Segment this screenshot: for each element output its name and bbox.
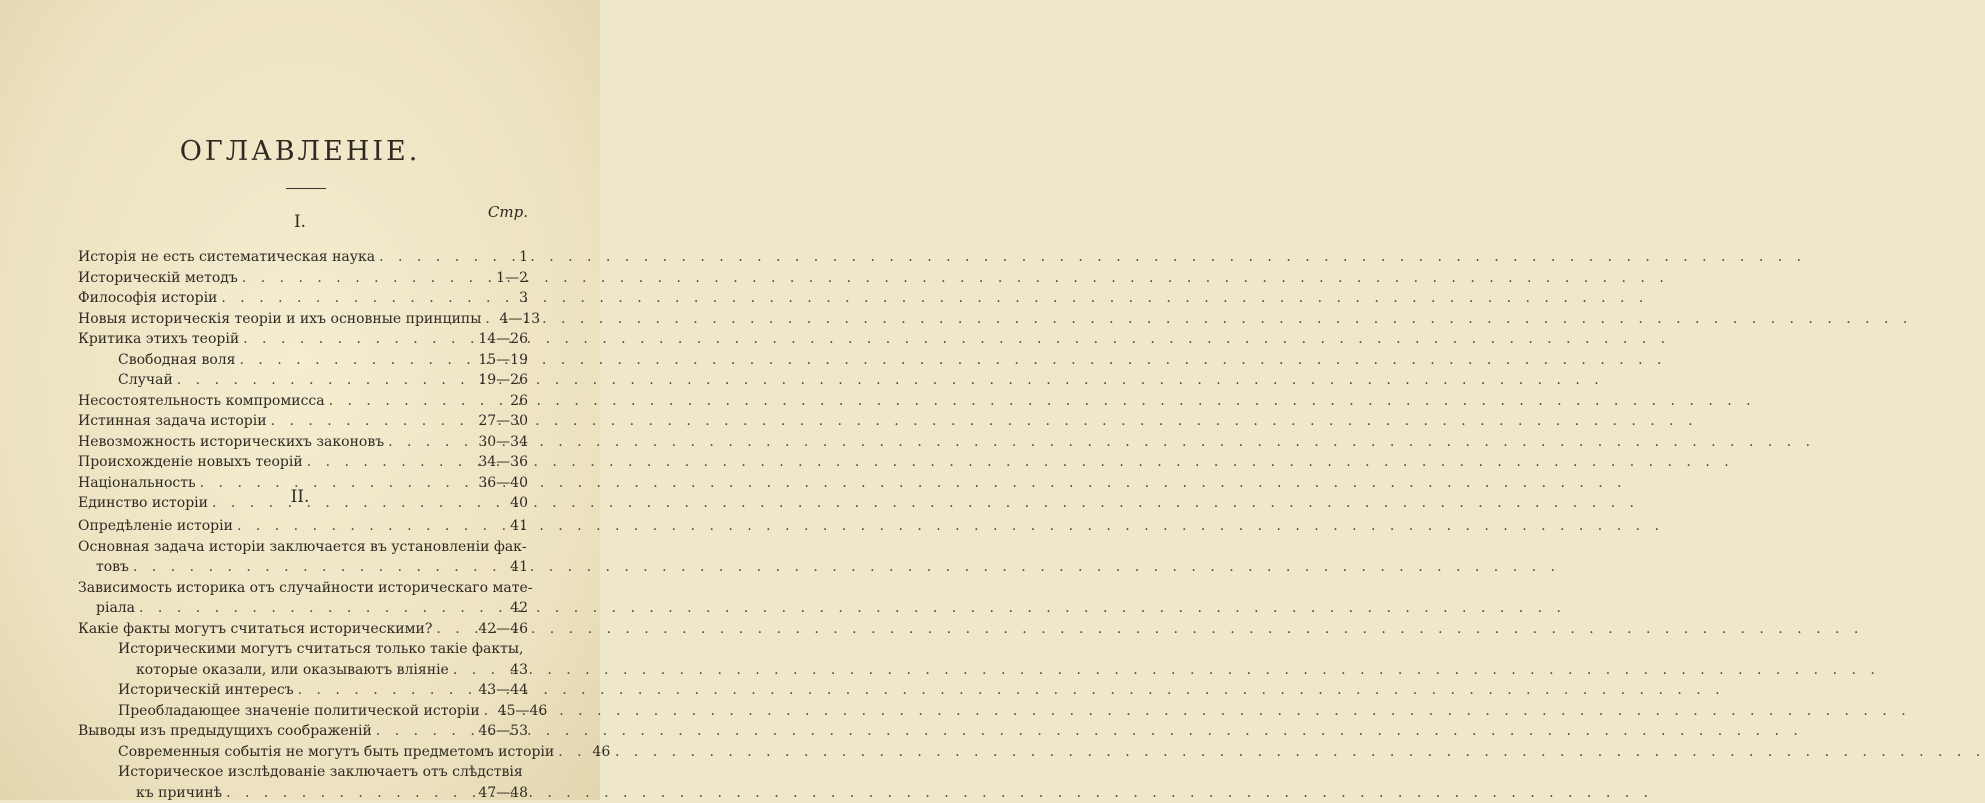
- toc-page-number: 27—30: [478, 411, 528, 432]
- toc-entry: [78, 370, 528, 391]
- toc-page-number: 30—34: [478, 432, 528, 453]
- toc-entry: [78, 432, 528, 453]
- dot-leader: [379, 247, 486, 268]
- toc-page-number: 19—26: [478, 370, 528, 391]
- toc-entry-title: Выводы изъ предыдущихъ соображеній: [78, 721, 372, 742]
- toc-entry-title: Философія исторіи: [78, 288, 217, 309]
- dot-leader: [133, 557, 486, 578]
- dot-leader: [237, 516, 486, 537]
- toc-entry: [78, 721, 528, 742]
- toc-page-number: 43: [490, 660, 528, 681]
- toc-entry-title-cont: которые оказали, или оказываютъ вліяніе: [136, 660, 449, 681]
- toc-entry-title: Историческое изслѣдованіе заключаетъ отъ слѣдствія: [78, 762, 528, 783]
- dot-leader: [271, 411, 475, 432]
- toc-entry-title: Опредѣленіе исторіи: [78, 516, 233, 537]
- dot-leader: [558, 742, 568, 763]
- toc-entry: [78, 701, 528, 722]
- dot-leader: [436, 619, 474, 640]
- toc-entry: [78, 742, 528, 763]
- toc-page-number: 1: [490, 247, 528, 268]
- dot-leader: [240, 350, 475, 371]
- toc-page-number: 45—46: [498, 701, 548, 722]
- dot-leader: [376, 721, 475, 742]
- toc-page-number: 14—26: [478, 329, 528, 350]
- toc-entry: [78, 452, 528, 473]
- toc-entry: [78, 783, 528, 803]
- toc-entry-title: Свободная воля: [118, 350, 236, 371]
- toc-entry: [78, 598, 528, 619]
- toc-entry-title-cont: ріала: [96, 598, 135, 619]
- toc-entry-title: Какіе факты могутъ считаться историческими?: [78, 619, 432, 640]
- toc-page-number: 43—44: [478, 680, 528, 701]
- dot-leader: [226, 783, 474, 803]
- toc-entry-title: Критика этихъ теорій: [78, 329, 239, 350]
- toc-entry-title: Новыя историческія теоріи и ихъ основные принципы: [78, 309, 481, 330]
- toc-page-number: 36—40: [478, 473, 528, 494]
- toc-entry-title-cont: къ причинѣ: [136, 783, 222, 803]
- toc-section-1: [78, 247, 528, 514]
- toc-entry-title: Историческій интересъ: [118, 680, 294, 701]
- dot-leader: [388, 432, 474, 453]
- toc-page-number: 46: [572, 742, 610, 763]
- toc-entry: [78, 660, 528, 681]
- toc-entry-title: Историческій методъ: [78, 268, 238, 289]
- toc-page-number: 1—2: [490, 268, 528, 289]
- section-numeral-2: II.: [0, 487, 600, 507]
- toc-entry-title: Зависимость историка отъ случайности историческаго мате-: [78, 578, 528, 599]
- toc-entry-title-cont: товъ: [96, 557, 129, 578]
- toc-section-2: [78, 516, 528, 803]
- toc-entry: [78, 329, 528, 350]
- toc-page-number: 42: [490, 598, 528, 619]
- toc-entry: [78, 391, 528, 412]
- toc-entry: [78, 309, 528, 330]
- toc-page-number: 34—36: [478, 452, 528, 473]
- dot-leader: [329, 391, 486, 412]
- book-page: [0, 0, 600, 800]
- toc-page-number: 4—13: [499, 309, 540, 330]
- toc-entry-title: Единство исторіи: [78, 493, 208, 514]
- toc-page-number: 40: [490, 493, 528, 514]
- dot-leader: [453, 660, 486, 681]
- toc-page-number: 15—19: [478, 350, 528, 371]
- toc-entry-title: Несостоятельность компромисса: [78, 391, 325, 412]
- toc-page-number: 42—46: [478, 619, 528, 640]
- toc-entry-title: Основная задача исторіи заключается въ установленіи фак-: [78, 537, 528, 558]
- page-title: ОГЛАВЛЕНІЕ.: [0, 136, 600, 167]
- toc-entry-title: Современныя событія не могутъ быть предметомъ исторіи: [118, 742, 554, 763]
- toc-page-number: 47—48: [478, 783, 528, 803]
- toc-entry-title: Происхожденіе новыхъ теорій: [78, 452, 303, 473]
- toc-entry: [78, 619, 528, 640]
- toc-entry-title: Національность: [78, 473, 196, 494]
- dot-leader: [485, 309, 495, 330]
- dot-leader: [484, 701, 494, 722]
- toc-entry: [78, 411, 528, 432]
- toc-entry: [78, 268, 528, 289]
- dot-leader: [242, 268, 486, 289]
- toc-entry-title: Исторія не есть систематическая наука: [78, 247, 375, 268]
- dot-leader: [298, 680, 475, 701]
- dot-leader: [177, 370, 475, 391]
- section-numeral-1: I.: [0, 212, 600, 232]
- toc-page-number: 3: [490, 288, 528, 309]
- title-rule: [286, 188, 326, 189]
- toc-entry: [78, 350, 528, 371]
- toc-entry-title: Истинная задача исторіи: [78, 411, 267, 432]
- toc-entry-title: Невозможность историческихъ законовъ: [78, 432, 384, 453]
- toc-page-number: 46—53: [478, 721, 528, 742]
- toc-entry: [78, 288, 528, 309]
- dot-leader: [243, 329, 474, 350]
- toc-page-number: 41: [490, 557, 528, 578]
- toc-entry: [78, 247, 528, 268]
- toc-page-number: 26: [490, 391, 528, 412]
- dot-leader: [307, 452, 475, 473]
- toc-page-number: 41: [490, 516, 528, 537]
- toc-entry: [78, 680, 528, 701]
- toc-entry: [78, 516, 528, 537]
- dot-leader: [139, 598, 486, 619]
- page-column-label: Стр.: [488, 203, 528, 221]
- toc-entry-title: Преобладающее значеніе политической исторіи: [118, 701, 480, 722]
- toc-entry: [78, 557, 528, 578]
- toc-entry-title: Историческими могутъ считаться только такіе факты,: [78, 639, 528, 660]
- toc-entry-title: Случай: [118, 370, 173, 391]
- dot-leader: [221, 288, 486, 309]
